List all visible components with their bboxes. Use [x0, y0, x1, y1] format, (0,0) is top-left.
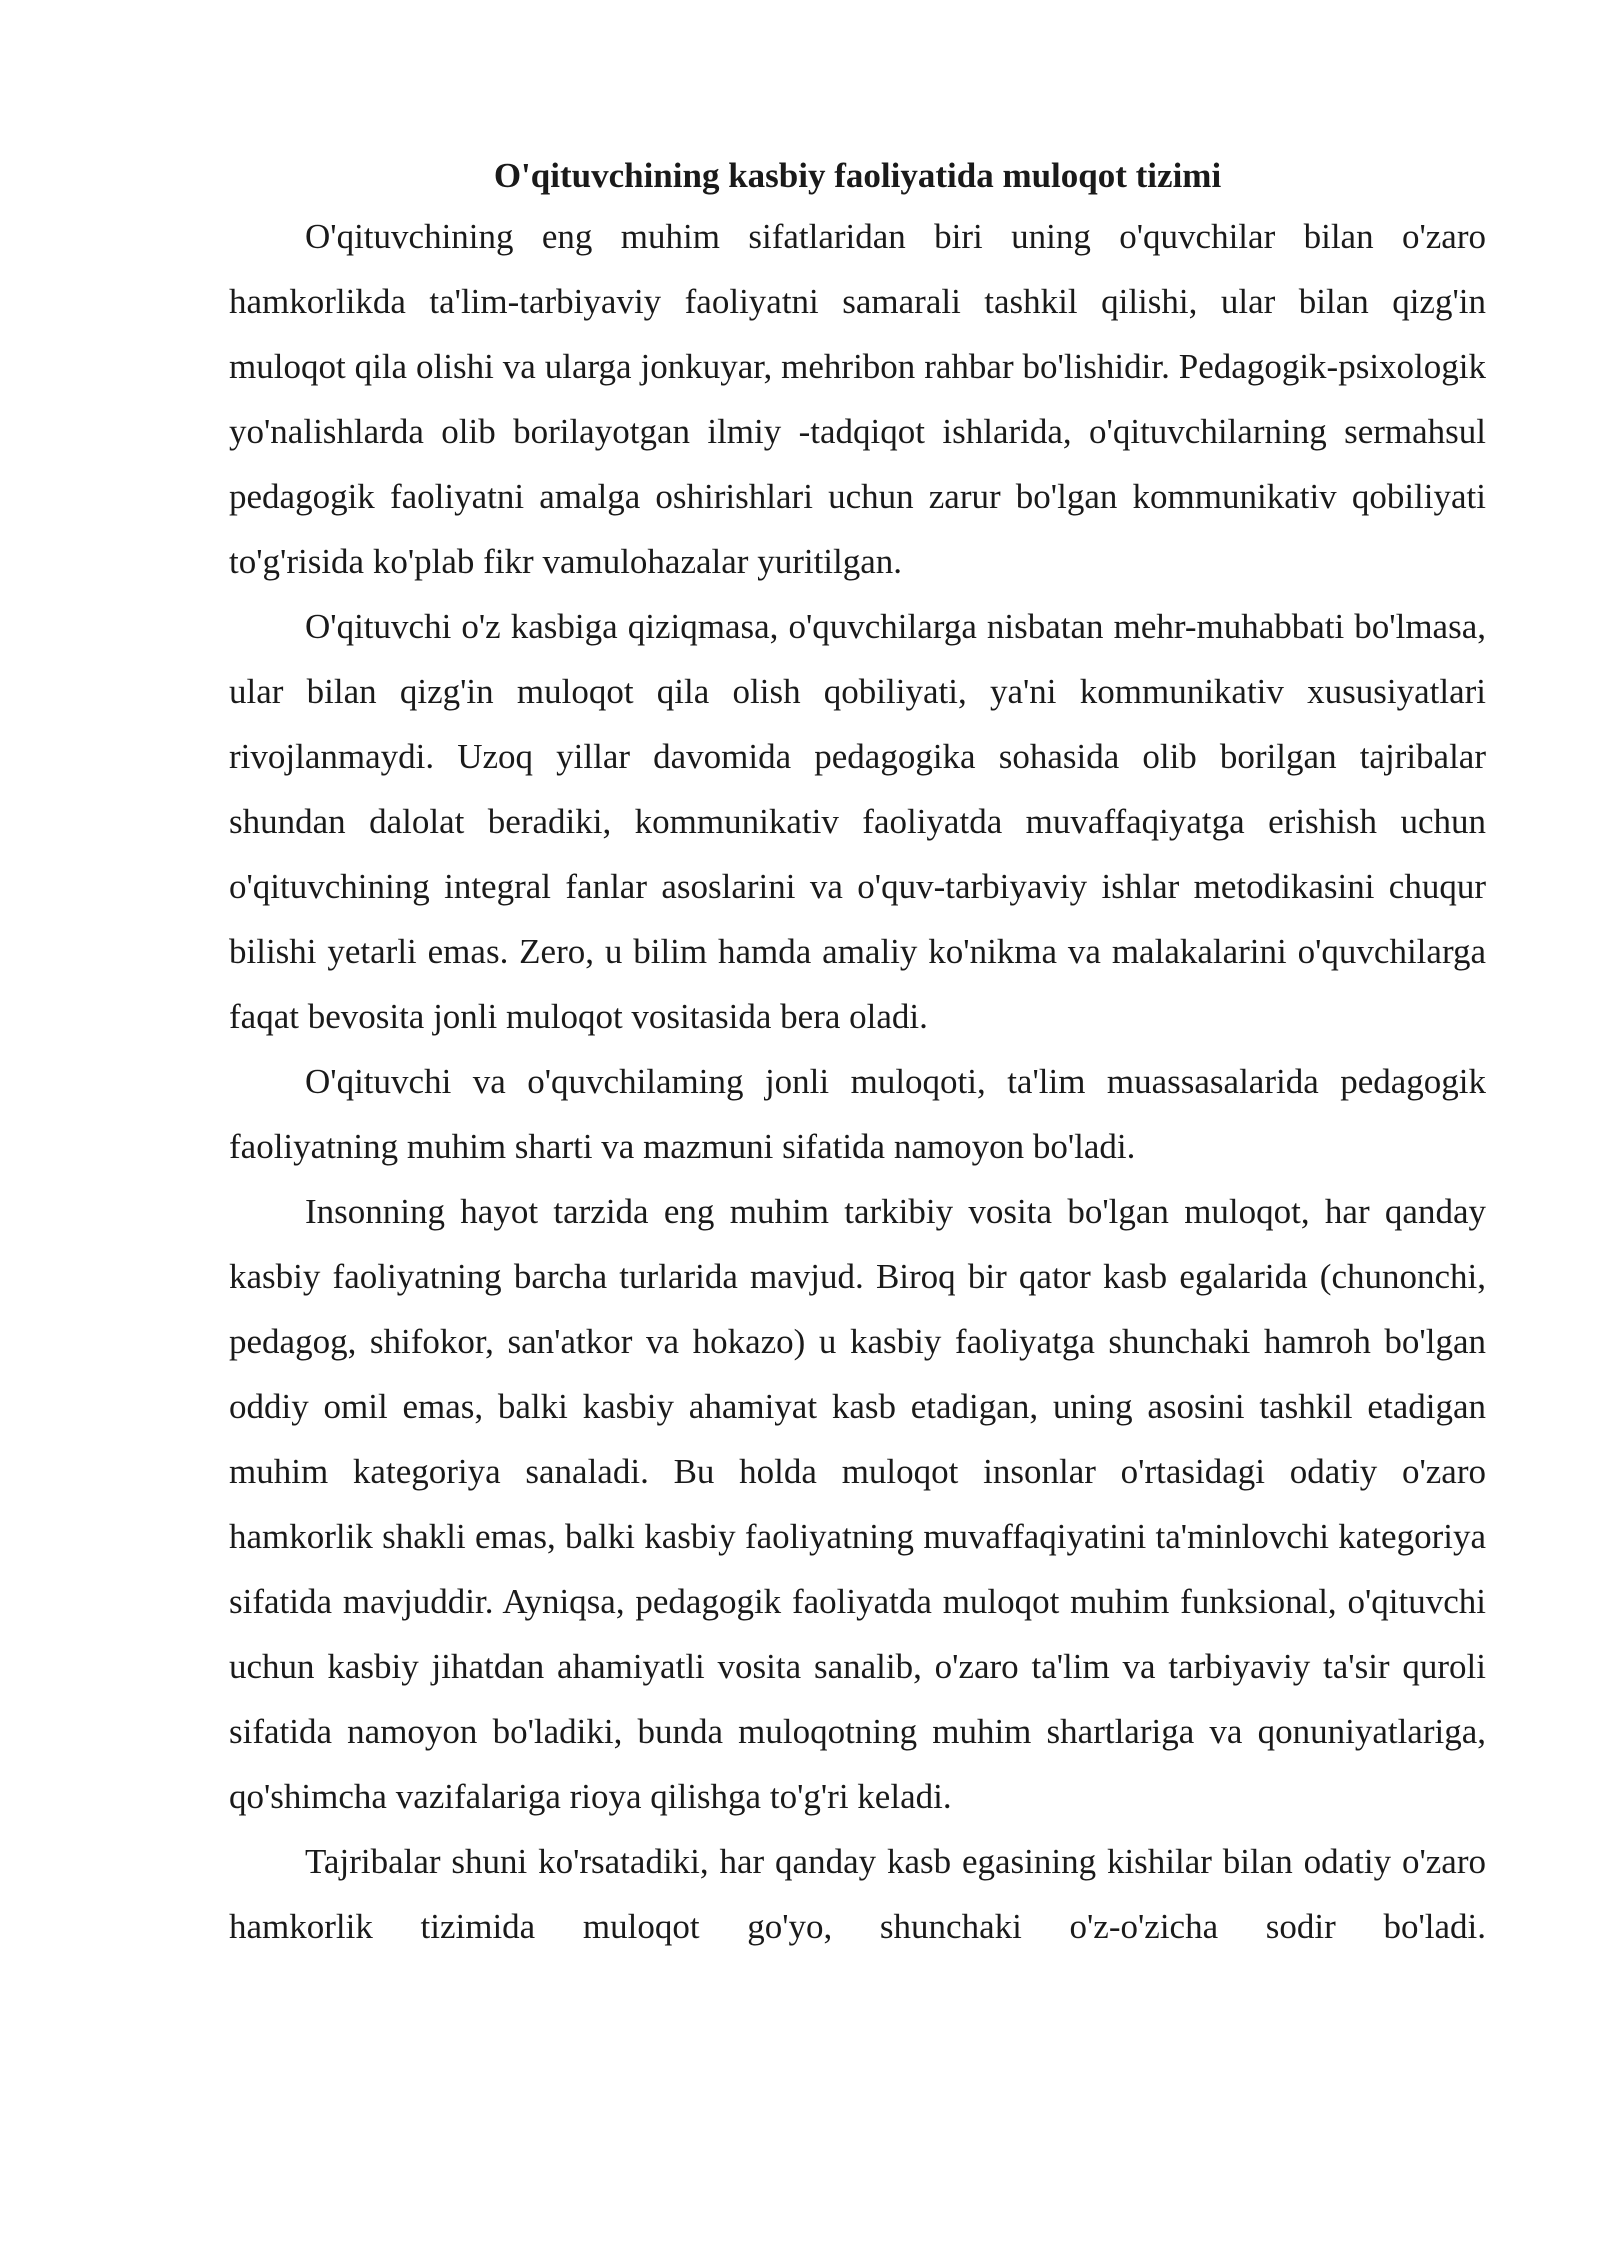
document-body	[229, 150, 1486, 1959]
paragraph: O'qituvchi o'z kasbiga qiziqmasa, o'quvchilarga nisbatan mehr-muhabbati bo'lmasa, ular bilan qizg'in muloqot qila olish qobiliyati, ya'ni kommunikativ xususiyatlari rivojlanmaydi. Uzoq yillar davomida pedagogika sohasida olib borilgan tajribalar shundan dalolat beradiki, kommunikativ faoliyatda muvaffaqiyatga erishish uchun o'qituvchining integral fanlar asoslarini va o'quv-tarbiyaviy ishlar metodikasini chuqur bilishi yetarli emas. Zero, u bilim hamda amaliy ko'nikma va malakalarini o'quvchilarga faqat bevosita jonli muloqot vositasida bera oladi.	[229, 607, 1486, 1036]
paragraph: Insonning hayot tarzida eng muhim tarkibiy vosita bo'lgan muloqot, har qanday kasbiy faoliyatning barcha turlarida mavjud. Biroq bir qator kasb egalarida (chunonchi, pedagog, shifokor, san'atkor va hokazo) u kasbiy faoliyatga shunchaki hamroh bo'lgan oddiy omil emas, balki kasbiy ahamiyat kasb etadigan, uning asosini tashkil etadigan muhim kategoriya sanaladi. Bu holda muloqot insonlar o'rtasidagi odatiy o'zaro hamkorlik shakli emas, balki kasbiy faoliyatning muvaffaqiyatini ta'minlovchi kategoriya sifatida mavjuddir. Ayniqsa, pedagogik faoliyatda muloqot muhim funksional, o'qituvchi uchun kasbiy jihatdan ahamiyatli vosita sanalib, o'zaro ta'lim va tarbiyaviy ta'sir quroli sifatida namoyon bo'ladiki, bunda muloqotning muhim shartlariga va qonuniyatlariga, qo'shimcha vazifalariga rioya qilishga to'g'ri keladi.	[229, 1192, 1486, 1816]
paragraph: O'qituvchi va o'quvchilaming jonli muloqoti, ta'lim muassasalarida pedagogik faoliyatning muhim sharti va mazmuni sifatida namoyon bo'ladi.	[229, 1062, 1486, 1166]
paragraph: O'qituvchining eng muhim sifatlaridan biri uning o'quvchilar bilan o'zaro hamkorlikda ta'lim-tarbiyaviy faoliyatni samarali tashkil qilishi, ular bilan qizg'in muloqot qila olishi va ularga jonkuyar, mehribon rahbar bo'lishidir. Pedagogik-psixologik yo'nalishlarda olib borilayotgan ilmiy -tadqiqot ishlarida, o'qituvchilarning sermahsul pedagogik faoliyatni amalga oshirishlari uchun zarur bo'lgan kommunikativ qobiliyati to'g'risida ko'plab fikr vamulohazalar yuritilgan.	[229, 217, 1486, 581]
document-title: O'qituvchining kasbiy faoliyatida muloqot tizimi	[493, 156, 1222, 195]
paragraph: Tajribalar shuni ko'rsatadiki, har qanday kasb egasining kishilar bilan odatiy o'zaro hamkorlik tizimida muloqot go'yo, shunchaki o'z-o'zicha sodir bo'ladi.	[229, 1842, 1486, 1946]
